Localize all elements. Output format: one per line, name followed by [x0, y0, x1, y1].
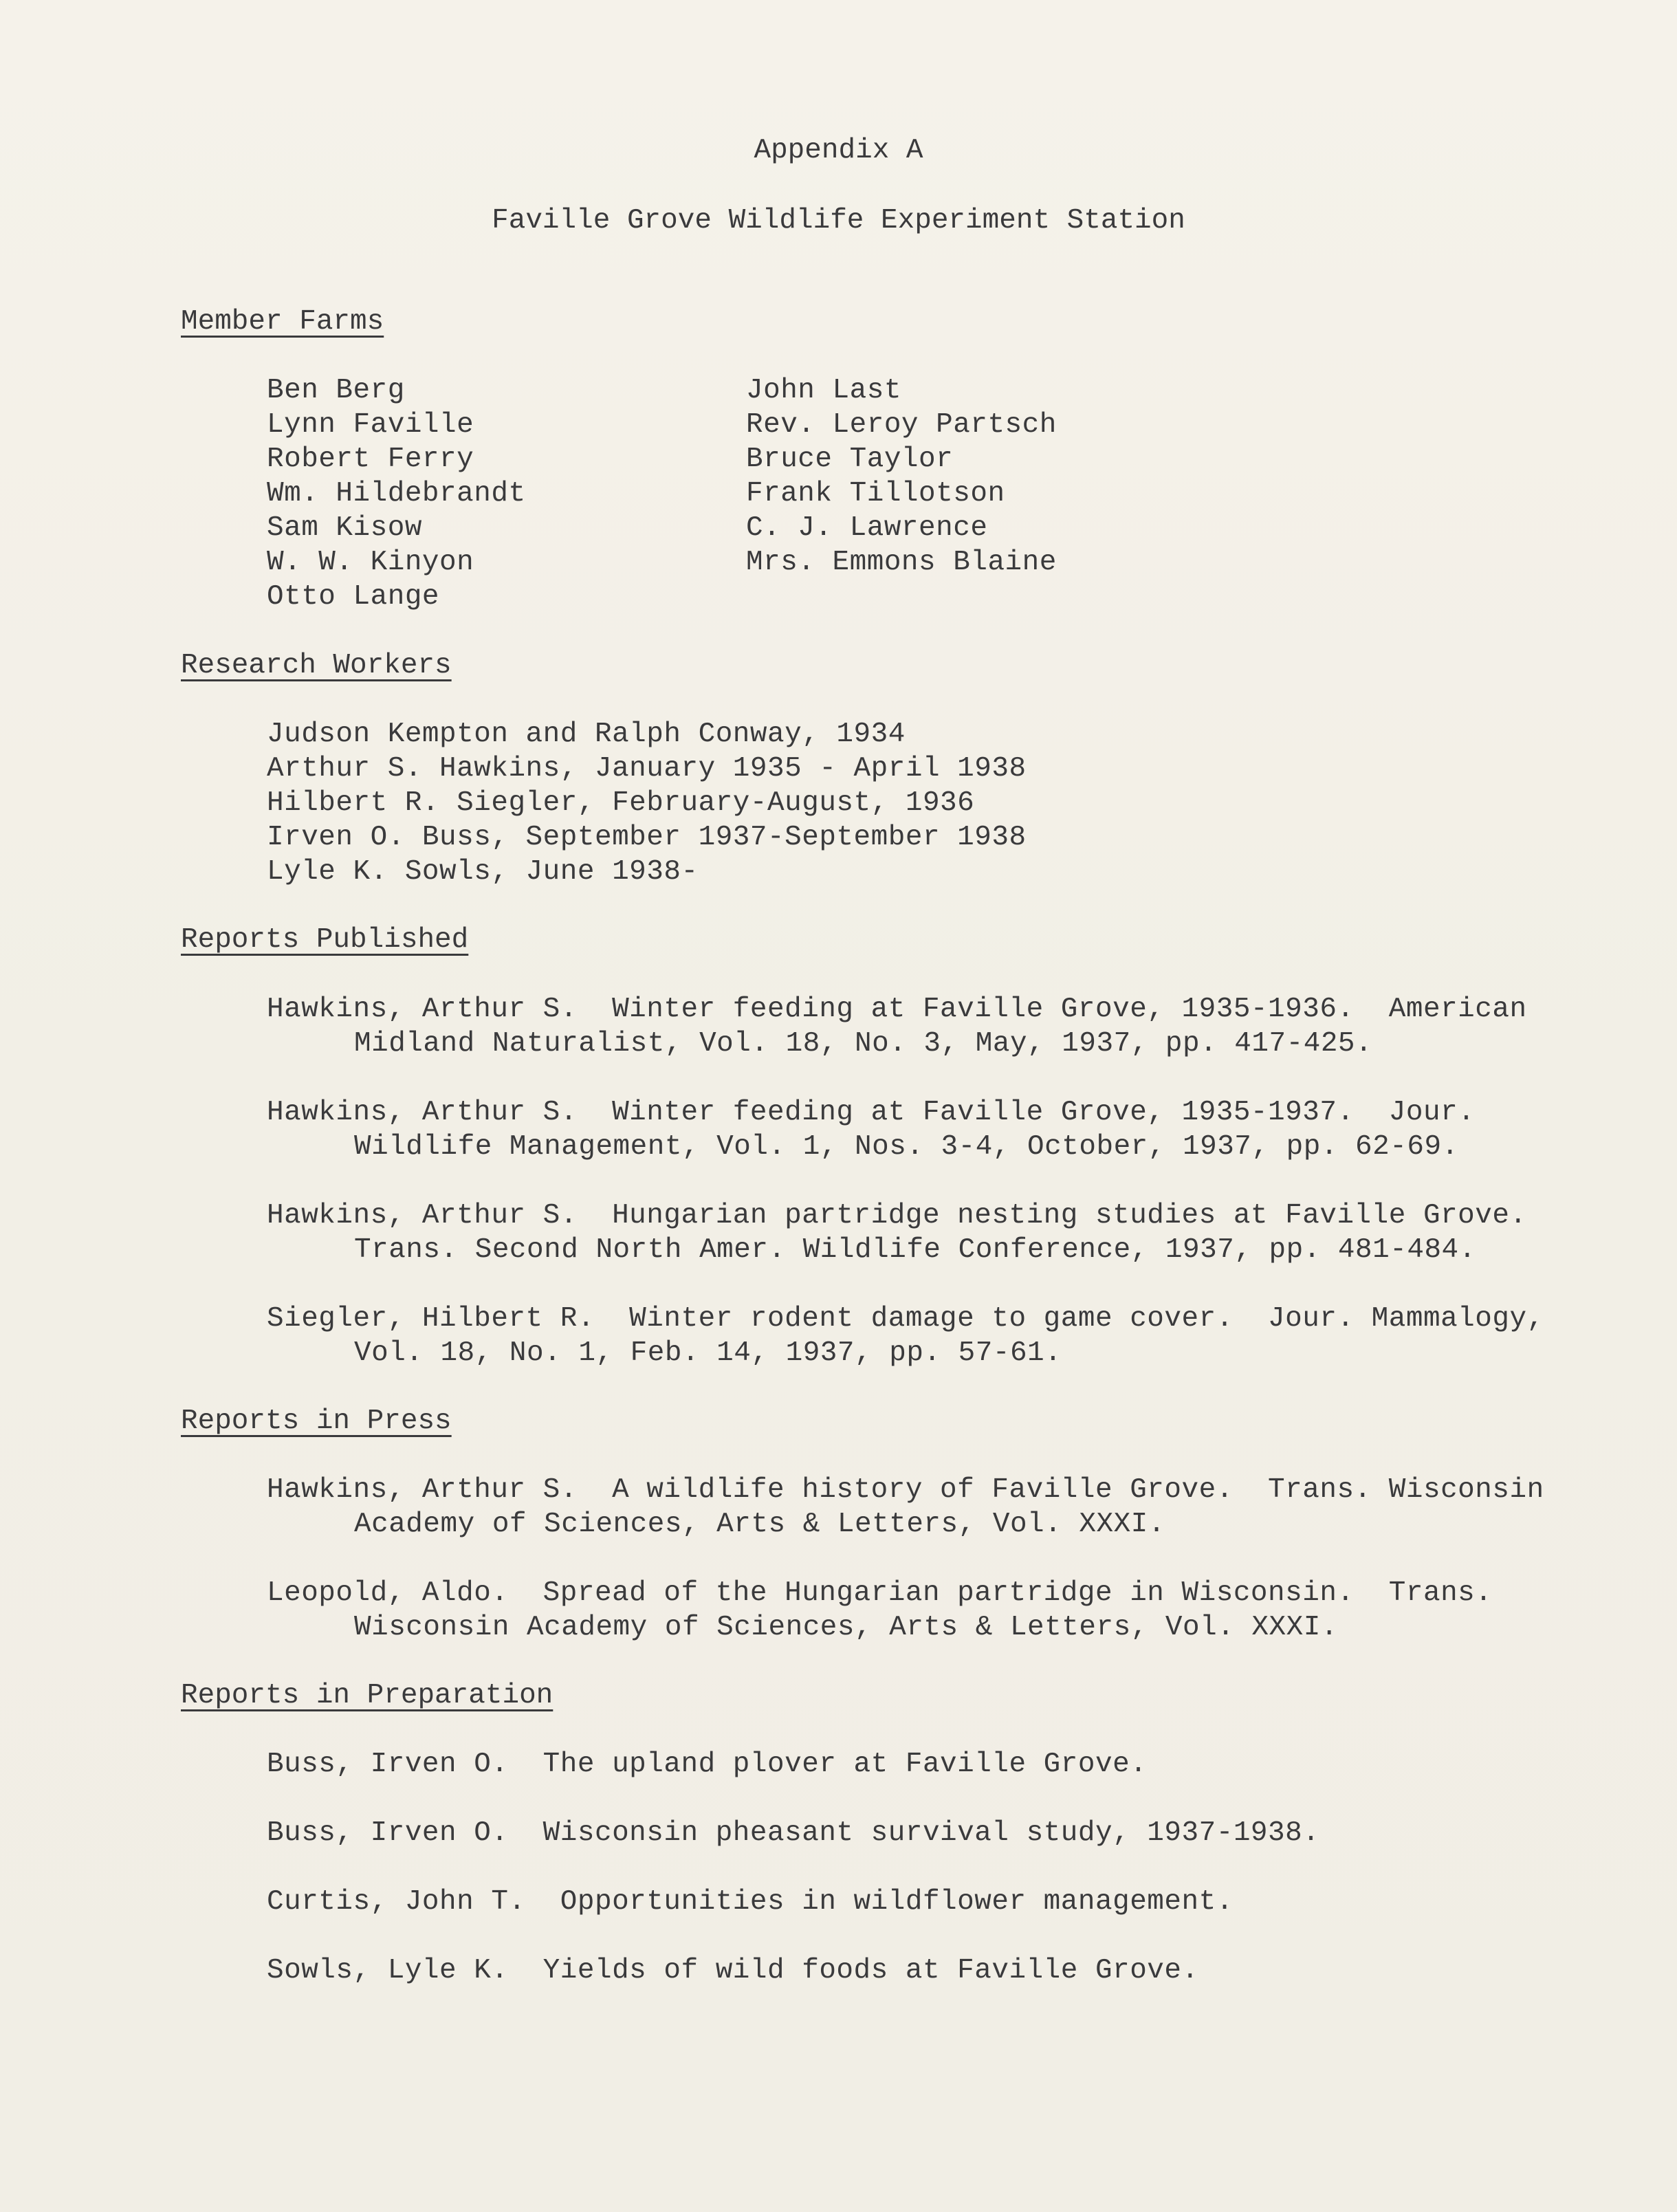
member-farm-name: Mrs. Emmons Blaine — [746, 547, 1057, 578]
member-farm-name: Ben Berg — [267, 375, 405, 406]
member-farm-name: John Last — [746, 375, 901, 406]
citation-first-line: Hawkins, Arthur S. A wildlife history of Faville Grove. Trans. Wisconsin — [267, 1474, 1544, 1506]
citation-entry: Buss, Irven O. Wisconsin pheasant survival study, 1937-1938. — [267, 1817, 1320, 1849]
page-title: Appendix A — [754, 135, 923, 166]
citation-continuation-line: Wildlife Management, Vol. 1, Nos. 3-4, October, 1937, pp. 62-69. — [354, 1131, 1459, 1163]
research-worker-entry: Irven O. Buss, September 1937-September 1938 — [267, 822, 1027, 853]
citation-continuation-line: Midland Naturalist, Vol. 18, No. 3, May, 1937, pp. 417-425. — [354, 1028, 1373, 1060]
member-farm-name: Frank Tillotson — [746, 478, 1005, 510]
citation-first-line: Siegler, Hilbert R. Winter rodent damage to game cover. Jour. Mammalogy, — [267, 1303, 1544, 1335]
section-heading-reports-published: Reports Published — [181, 924, 469, 956]
section-heading-research-workers: Research Workers — [181, 650, 452, 681]
citation-first-line: Hawkins, Arthur S. Winter feeding at Faville Grove, 1935-1936. American — [267, 994, 1527, 1025]
citation-continuation-line: Wisconsin Academy of Sciences, Arts & Letters, Vol. XXXI. — [354, 1612, 1338, 1643]
member-farm-name: W. W. Kinyon — [267, 547, 474, 578]
citation-entry: Curtis, John T. Opportunities in wildflower management. — [267, 1886, 1234, 1918]
section-heading-member-farms: Member Farms — [181, 306, 384, 338]
member-farm-name: Rev. Leroy Partsch — [746, 409, 1057, 441]
research-worker-entry: Hilbert R. Siegler, February-August, 1936 — [267, 787, 975, 819]
member-farm-name: Bruce Taylor — [746, 444, 954, 475]
citation-first-line: Hawkins, Arthur S. Hungarian partridge nesting studies at Faville Grove. — [267, 1200, 1527, 1231]
member-farm-name: Sam Kisow — [267, 512, 422, 544]
research-worker-entry: Lyle K. Sowls, June 1938- — [267, 856, 699, 888]
member-farm-name: Otto Lange — [267, 581, 440, 613]
citation-entry: Sowls, Lyle K. Yields of wild foods at Faville Grove. — [267, 1955, 1199, 1986]
section-heading-reports-in-press: Reports in Press — [181, 1405, 452, 1437]
citation-first-line: Leopold, Aldo. Spread of the Hungarian partridge in Wisconsin. Trans. — [267, 1577, 1493, 1609]
citation-first-line: Hawkins, Arthur S. Winter feeding at Faville Grove, 1935-1937. Jour. — [267, 1097, 1476, 1128]
section-heading-reports-in-preparation: Reports in Preparation — [181, 1680, 553, 1711]
research-worker-entry: Arthur S. Hawkins, January 1935 - April 1938 — [267, 753, 1027, 785]
research-worker-entry: Judson Kempton and Ralph Conway, 1934 — [267, 719, 906, 750]
citation-continuation-line: Academy of Sciences, Arts & Letters, Vol. XXXI. — [354, 1509, 1165, 1540]
member-farm-name: Lynn Faville — [267, 409, 474, 441]
member-farm-name: Robert Ferry — [267, 444, 474, 475]
citation-continuation-line: Trans. Second North Amer. Wildlife Conference, 1937, pp. 481-484. — [354, 1234, 1476, 1266]
citation-continuation-line: Vol. 18, No. 1, Feb. 14, 1937, pp. 57-61. — [354, 1337, 1062, 1369]
page-subtitle: Faville Grove Wildlife Experiment Station — [492, 205, 1185, 237]
citation-entry: Buss, Irven O. The upland plover at Faville Grove. — [267, 1749, 1148, 1780]
member-farm-name: C. J. Lawrence — [746, 512, 988, 544]
member-farm-name: Wm. Hildebrandt — [267, 478, 526, 510]
